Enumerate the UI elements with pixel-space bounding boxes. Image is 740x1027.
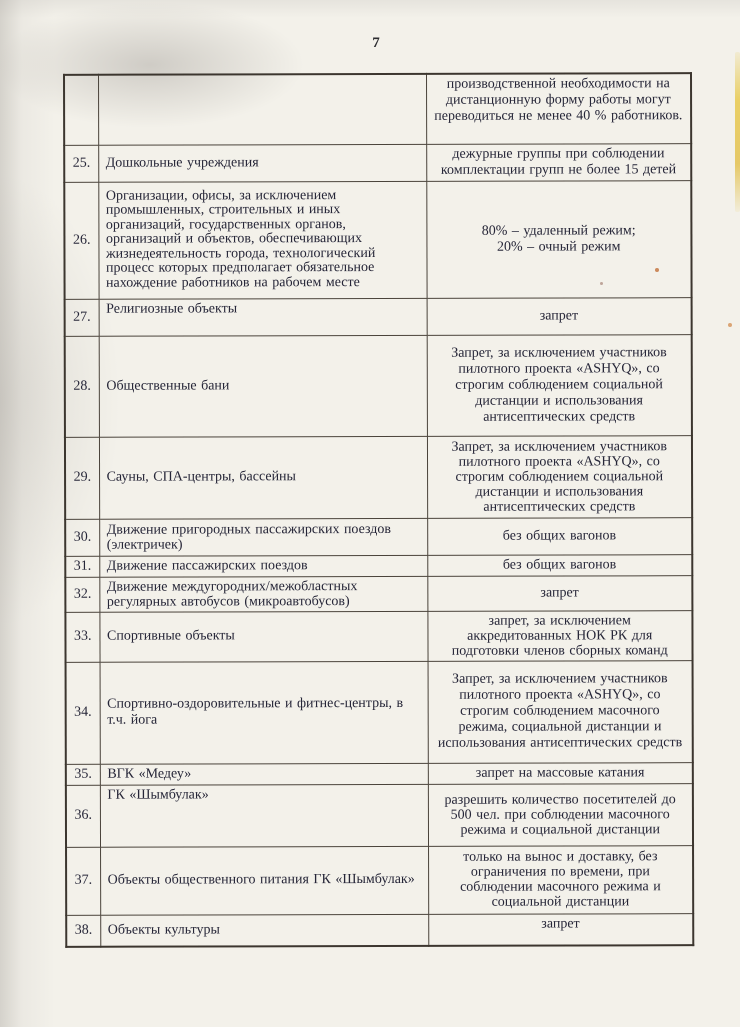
page-number: 7: [372, 35, 381, 51]
row-number-cell: 30.: [65, 519, 99, 556]
object-cell: Религиозные объекты: [99, 298, 427, 336]
row-number-cell: 37.: [66, 847, 100, 915]
object-cell: Спортивно-оздоровительные и фитнес-центры, в т.ч. йога: [100, 661, 428, 764]
object-cell: Общественные бани: [99, 335, 427, 437]
scan-speck-artifact: [728, 323, 732, 327]
table-row-36: [66, 783, 693, 847]
object-cell: ВГК «Медеу»: [100, 763, 428, 785]
object-cell: Движение пассажирских поездов: [99, 555, 427, 577]
table-row-27: [65, 297, 692, 336]
restriction-cell: дежурные группы при соблюдении комплектации групп не более 15 детей: [426, 143, 691, 181]
row-number-cell: 33.: [65, 612, 99, 662]
restriction-cell: запрет: [428, 913, 693, 946]
row-number-cell: 35.: [66, 764, 100, 785]
table-row-31: [65, 554, 692, 577]
object-cell: Организации, офисы, за исключением промышленных, строительных и иных организаций, государственных органов, организаций и объектов, обеспечивающих жизнедеятельность города, технологический процесс которых предполагает обязательное нахождение работников на рабочем месте: [98, 181, 426, 299]
row-number-cell: 27.: [65, 299, 99, 336]
restriction-cell: только на вынос и доставку, без ограничения по времени, при соблюдении масочного режима и социальной дистанции: [428, 845, 693, 914]
restriction-cell: Запрет, за исключением участников пилотного проекта «ASHYQ», со строгим соблюдением масочного режима, социальной дистанции и использования антисептических средств: [428, 660, 693, 763]
row-number-cell: 34.: [66, 662, 100, 764]
table-row-38: [66, 913, 693, 947]
row-number-cell: 31.: [65, 556, 99, 577]
table-row-28: [65, 334, 692, 437]
restriction-cell: запрет: [427, 297, 692, 335]
restriction-cell: Запрет, за исключением участников пилотного проекта «ASHYQ», со строгим соблюдением социальной дистанции и использования антисептических средств: [427, 435, 692, 518]
restriction-cell: 80% – удаленный режим; 20% – очный режим: [426, 180, 691, 298]
table-row-26: [64, 180, 691, 299]
scan-streak-artifact: [735, 52, 740, 212]
restriction-cell: без общих вагонов: [427, 554, 692, 576]
table-row-33: [65, 610, 692, 662]
table-row-35: [66, 762, 693, 785]
object-cell: Сауны, СПА-центры, бассейны: [99, 436, 427, 519]
row-number-cell: 29.: [65, 437, 99, 519]
row-number-cell: 36.: [66, 785, 100, 847]
object-cell: Спортивные объекты: [99, 611, 427, 662]
table-row-32: [65, 575, 692, 612]
restriction-cell: разрешить количество посетителей до 500 чел. при соблюдении масочного режима и социальной дистанции: [428, 783, 693, 846]
row-number-cell: [64, 75, 98, 145]
restriction-cell: запрет на массовые катания: [428, 762, 693, 784]
object-cell: [98, 74, 426, 145]
row-number-cell: 28.: [65, 336, 99, 437]
object-cell: Дошкольные учреждения: [98, 144, 426, 182]
restriction-cell: запрет, за исключением аккредитованных НОК РК для подготовки членов сборных команд: [427, 610, 692, 661]
object-cell: Объекты общественного питания ГК «Шымбулак»: [100, 846, 428, 915]
restrictions-table: [63, 72, 694, 948]
object-cell: ГК «Шымбулак»: [100, 784, 428, 847]
table-row-29: [65, 435, 692, 519]
restriction-cell: производственной необходимости на дистанционную форму работы могут переводиться не менее 40 % работников.: [426, 73, 691, 144]
row-number-cell: 38.: [66, 915, 100, 947]
row-number-cell: 32.: [65, 577, 99, 612]
object-cell: Движение междугородних/межобластных регулярных автобусов (микроавтобусов): [99, 576, 427, 612]
table-row-25: [64, 143, 691, 182]
table-row-34: [66, 660, 693, 764]
table-row-30: [65, 517, 692, 556]
object-cell: Объекты культуры: [100, 914, 428, 947]
restriction-cell: без общих вагонов: [427, 517, 692, 555]
row-number-cell: 25.: [64, 145, 98, 182]
object-cell: Движение пригородных пассажирских поездов (электричек): [99, 518, 427, 556]
restriction-cell: запрет: [427, 575, 692, 611]
row-number-cell: 26.: [64, 182, 98, 299]
restriction-cell: Запрет, за исключением участников пилотного проекта «ASHYQ», со строгим соблюдением социальной дистанции и использования антисептических средств: [427, 334, 692, 436]
table-row-37: [66, 845, 693, 915]
table-row-continuation: [64, 73, 691, 145]
